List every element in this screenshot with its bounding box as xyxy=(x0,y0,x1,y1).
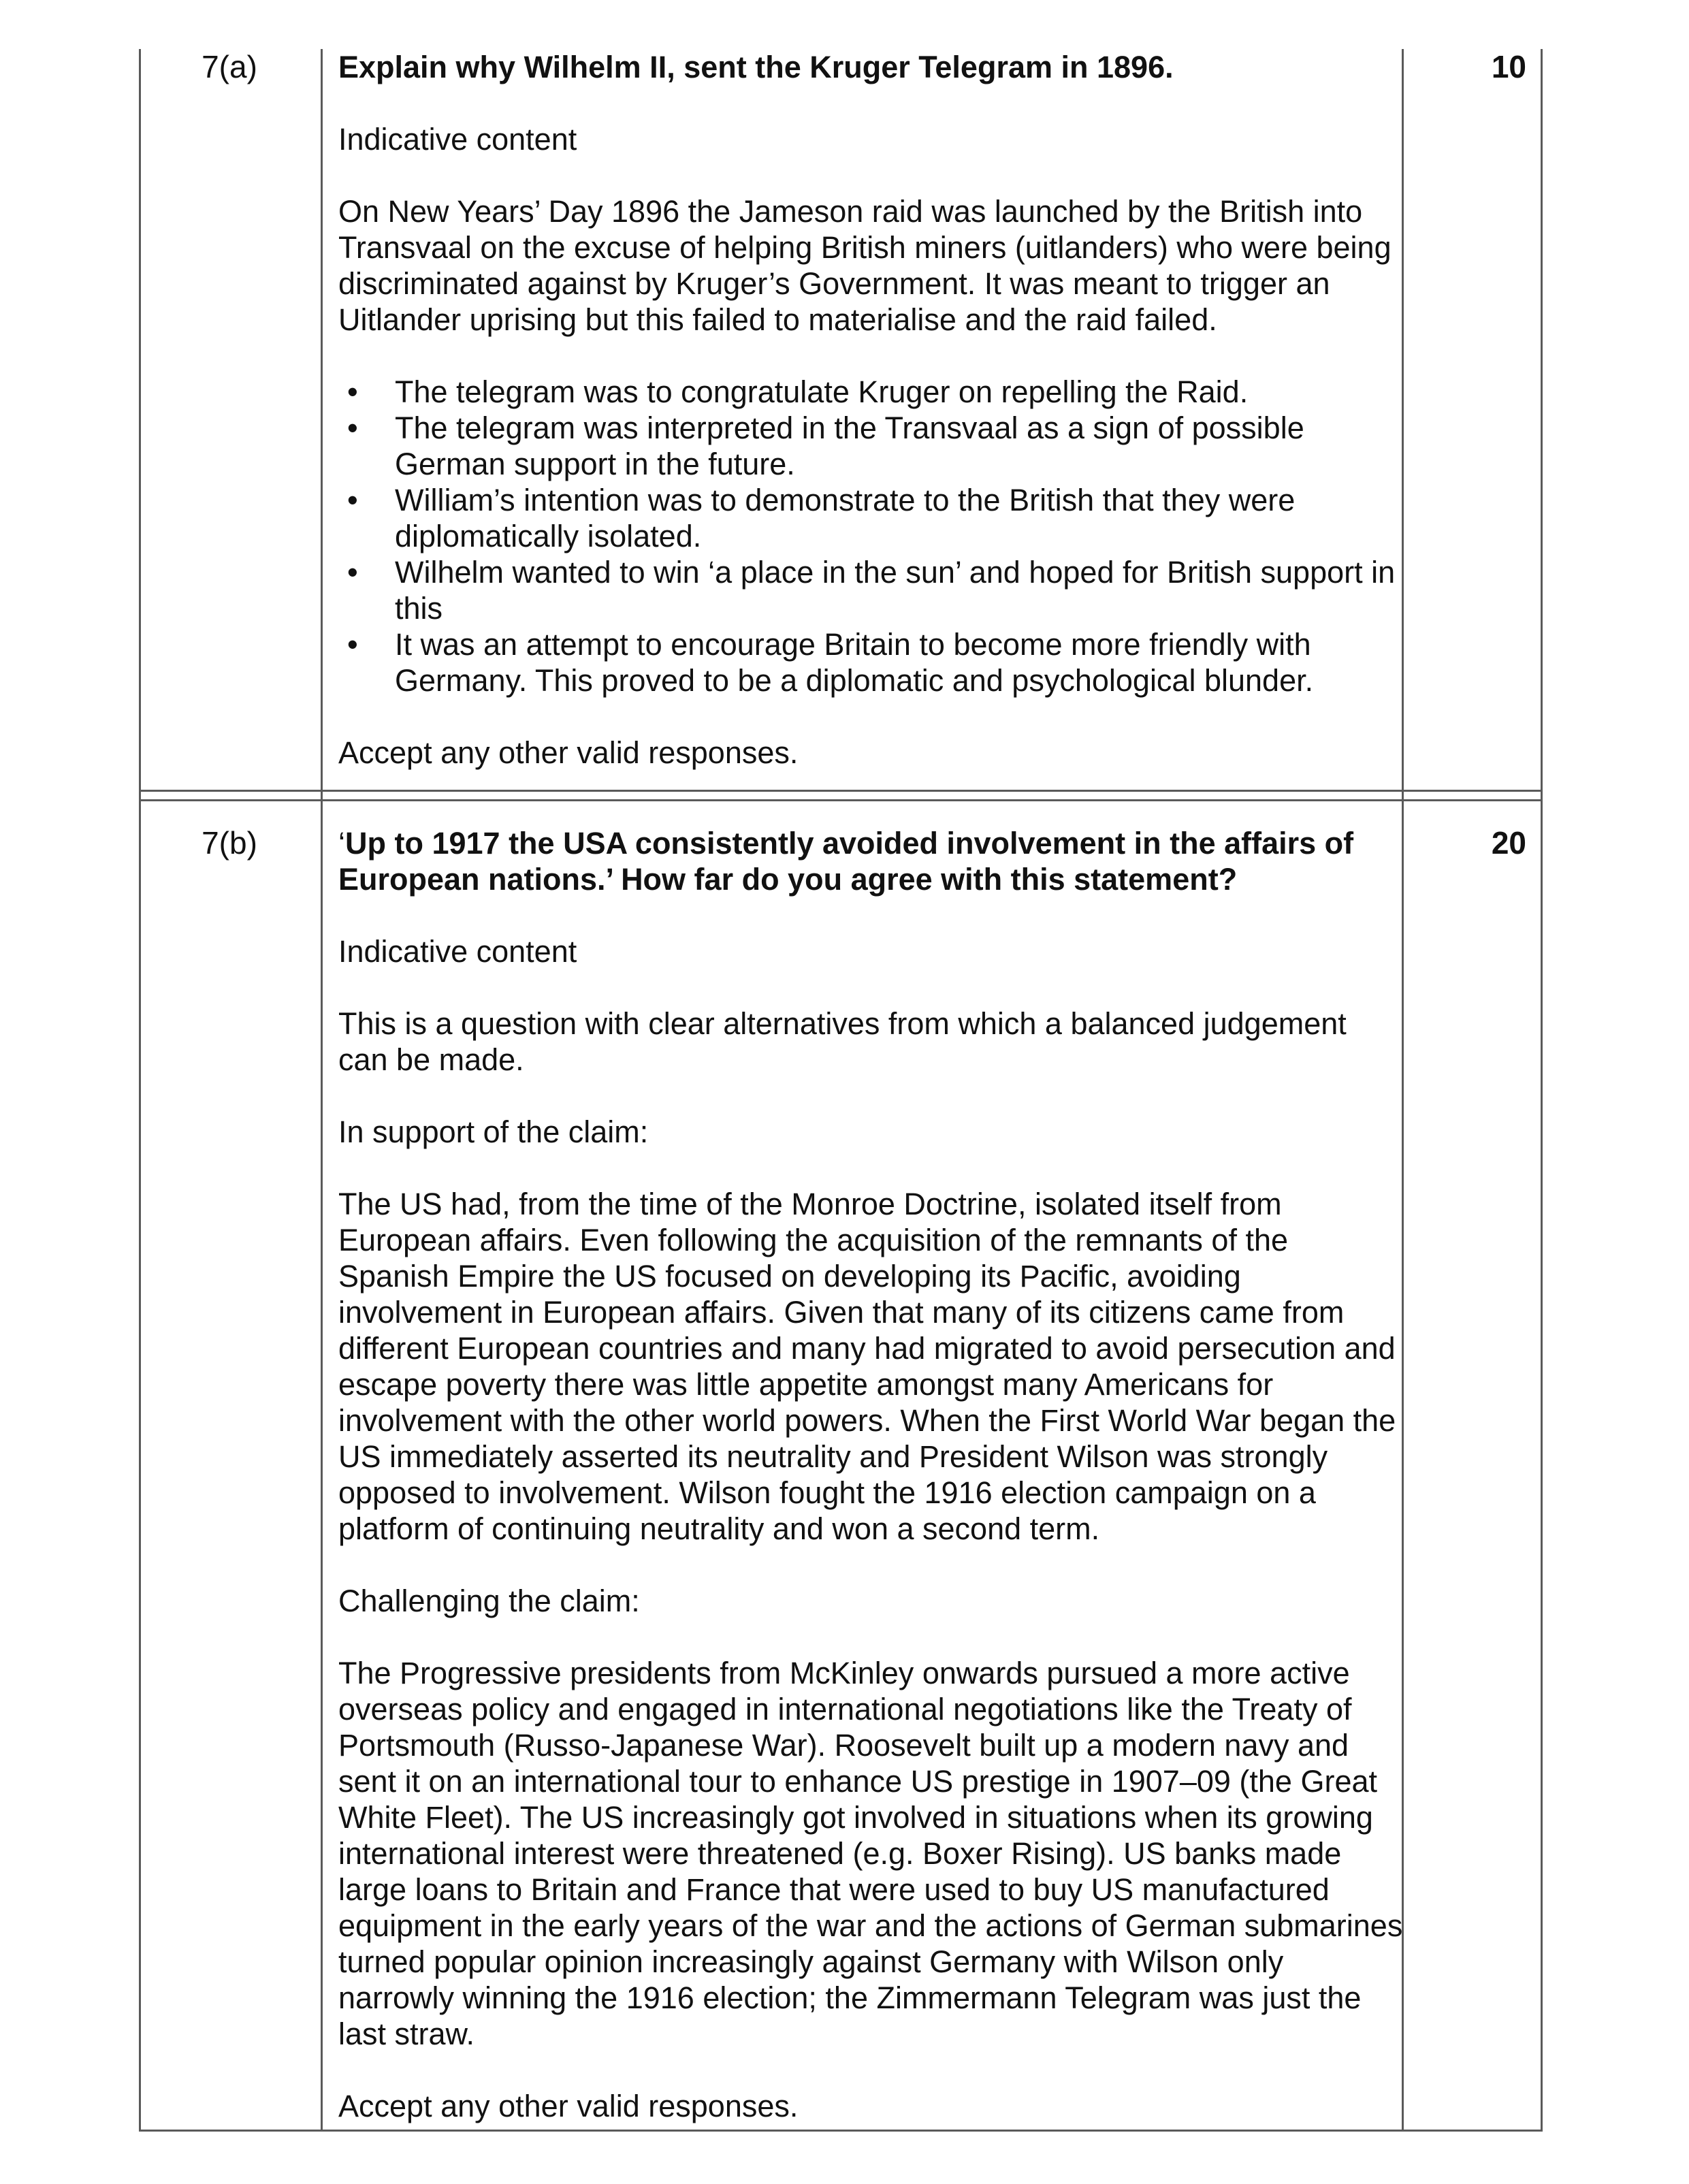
closing-note: Accept any other valid responses. xyxy=(338,2089,799,2123)
list-item xyxy=(338,410,1404,482)
support-heading: In support of the claim: xyxy=(338,1114,649,1149)
list-item xyxy=(338,626,1404,698)
list-item xyxy=(338,374,1404,410)
row-separator-top xyxy=(139,790,1543,792)
list-item-text: The telegram was interpreted in the Transvaal as a sign of possible German support in the future. xyxy=(395,411,1304,481)
bullet-icon: • xyxy=(347,483,358,517)
support-paragraph: The US had, from the time of the Monroe Doctrine, isolated itself from European affairs. Even following the acquisition of the remnants of the Spanish Empire the US focused on developing its Pacific, avoiding involvement in European affairs. Given that many of its citizens came from different European countries and many had migrated to avoid persecution and escape poverty there was little appetite amongst many Americans for involvement with the other world powers. When the First World War began the US immediately asserted its neutrality and President Wilson was strongly opposed to involvement. Wilson fought the 1916 election campaign on a platform of continuing neutrality and won a second term. xyxy=(338,1187,1396,1546)
closing-note: Accept any other valid responses. xyxy=(338,735,799,770)
question-statement: Up to 1917 the USA consistently avoided involvement in the affairs of European nations.’ How far do you agree with this statement? xyxy=(338,826,1354,897)
question-number: 7(a) xyxy=(202,49,257,84)
bullet-icon: • xyxy=(347,627,358,662)
indicative-content-label: Indicative content xyxy=(338,122,577,157)
question-marks: 20 xyxy=(1491,825,1526,861)
table-border-bottom xyxy=(139,2130,1543,2132)
list-item-text: William’s intention was to demonstrate to the British that they were diplomatically isolated. xyxy=(395,483,1296,553)
bullet-icon: • xyxy=(347,555,358,590)
list-item xyxy=(338,482,1404,554)
table-border-right xyxy=(1541,49,1543,2131)
list-item-text: The telegram was to congratulate Kruger on repelling the Raid. xyxy=(395,374,1249,409)
table-border-left xyxy=(139,49,141,2131)
answer-content xyxy=(338,825,1404,2124)
challenge-heading: Challenging the claim: xyxy=(338,1584,640,1618)
bullet-list xyxy=(338,374,1404,698)
row-separator-bottom xyxy=(139,799,1543,801)
indicative-content-label: Indicative content xyxy=(338,934,577,969)
column-divider-number xyxy=(321,49,323,2131)
question-text xyxy=(338,825,1404,897)
challenge-paragraph: The Progressive presidents from McKinley onwards pursued a more active overseas policy and engaged in international negotiations like the Treaty of Portsmouth (Russo-Japanese War). Roosevelt built up a modern navy and sent it on an international tour to enhance US prestige in 1907–09 (the Great White Fleet). The US increasingly got involved in situations when its growing international interest were threatened (e.g. Boxer Rising). US banks made large loans to Britain and France that were used to buy US manufactured equipment in the early years of the war and the actions of German submarines turned popular opinion increasingly against Germany with Wilson only narrowly winning the 1916 election; the Zimmermann Telegram was just the last straw. xyxy=(338,1656,1403,2051)
bullet-icon: • xyxy=(347,374,358,409)
question-number: 7(b) xyxy=(202,825,257,861)
list-item-text: It was an attempt to encourage Britain to become more friendly with Germany. This proved to be a diplomatic and psychological blunder. xyxy=(395,627,1314,698)
answer-content xyxy=(338,49,1404,771)
bullet-icon: • xyxy=(347,411,358,445)
question-marks: 10 xyxy=(1491,49,1526,84)
context-paragraph: On New Years’ Day 1896 the Jameson raid was launched by the British into Transvaal on the excuse of helping British miners (uitlanders) who were being discriminated against by Kruger’s Government. It was meant to trigger an Uitlander uprising but this failed to materialise and the raid failed. xyxy=(338,194,1392,337)
opening-quote: ‘ xyxy=(338,826,345,861)
list-item xyxy=(338,554,1404,626)
context-paragraph: This is a question with clear alternatives from which a balanced judgement can be made. xyxy=(338,1006,1347,1077)
question-text: Explain why Wilhelm II, sent the Kruger Telegram in 1896. xyxy=(338,50,1174,84)
list-item-text: Wilhelm wanted to win ‘a place in the sun’ and hoped for British support in this xyxy=(395,555,1396,626)
